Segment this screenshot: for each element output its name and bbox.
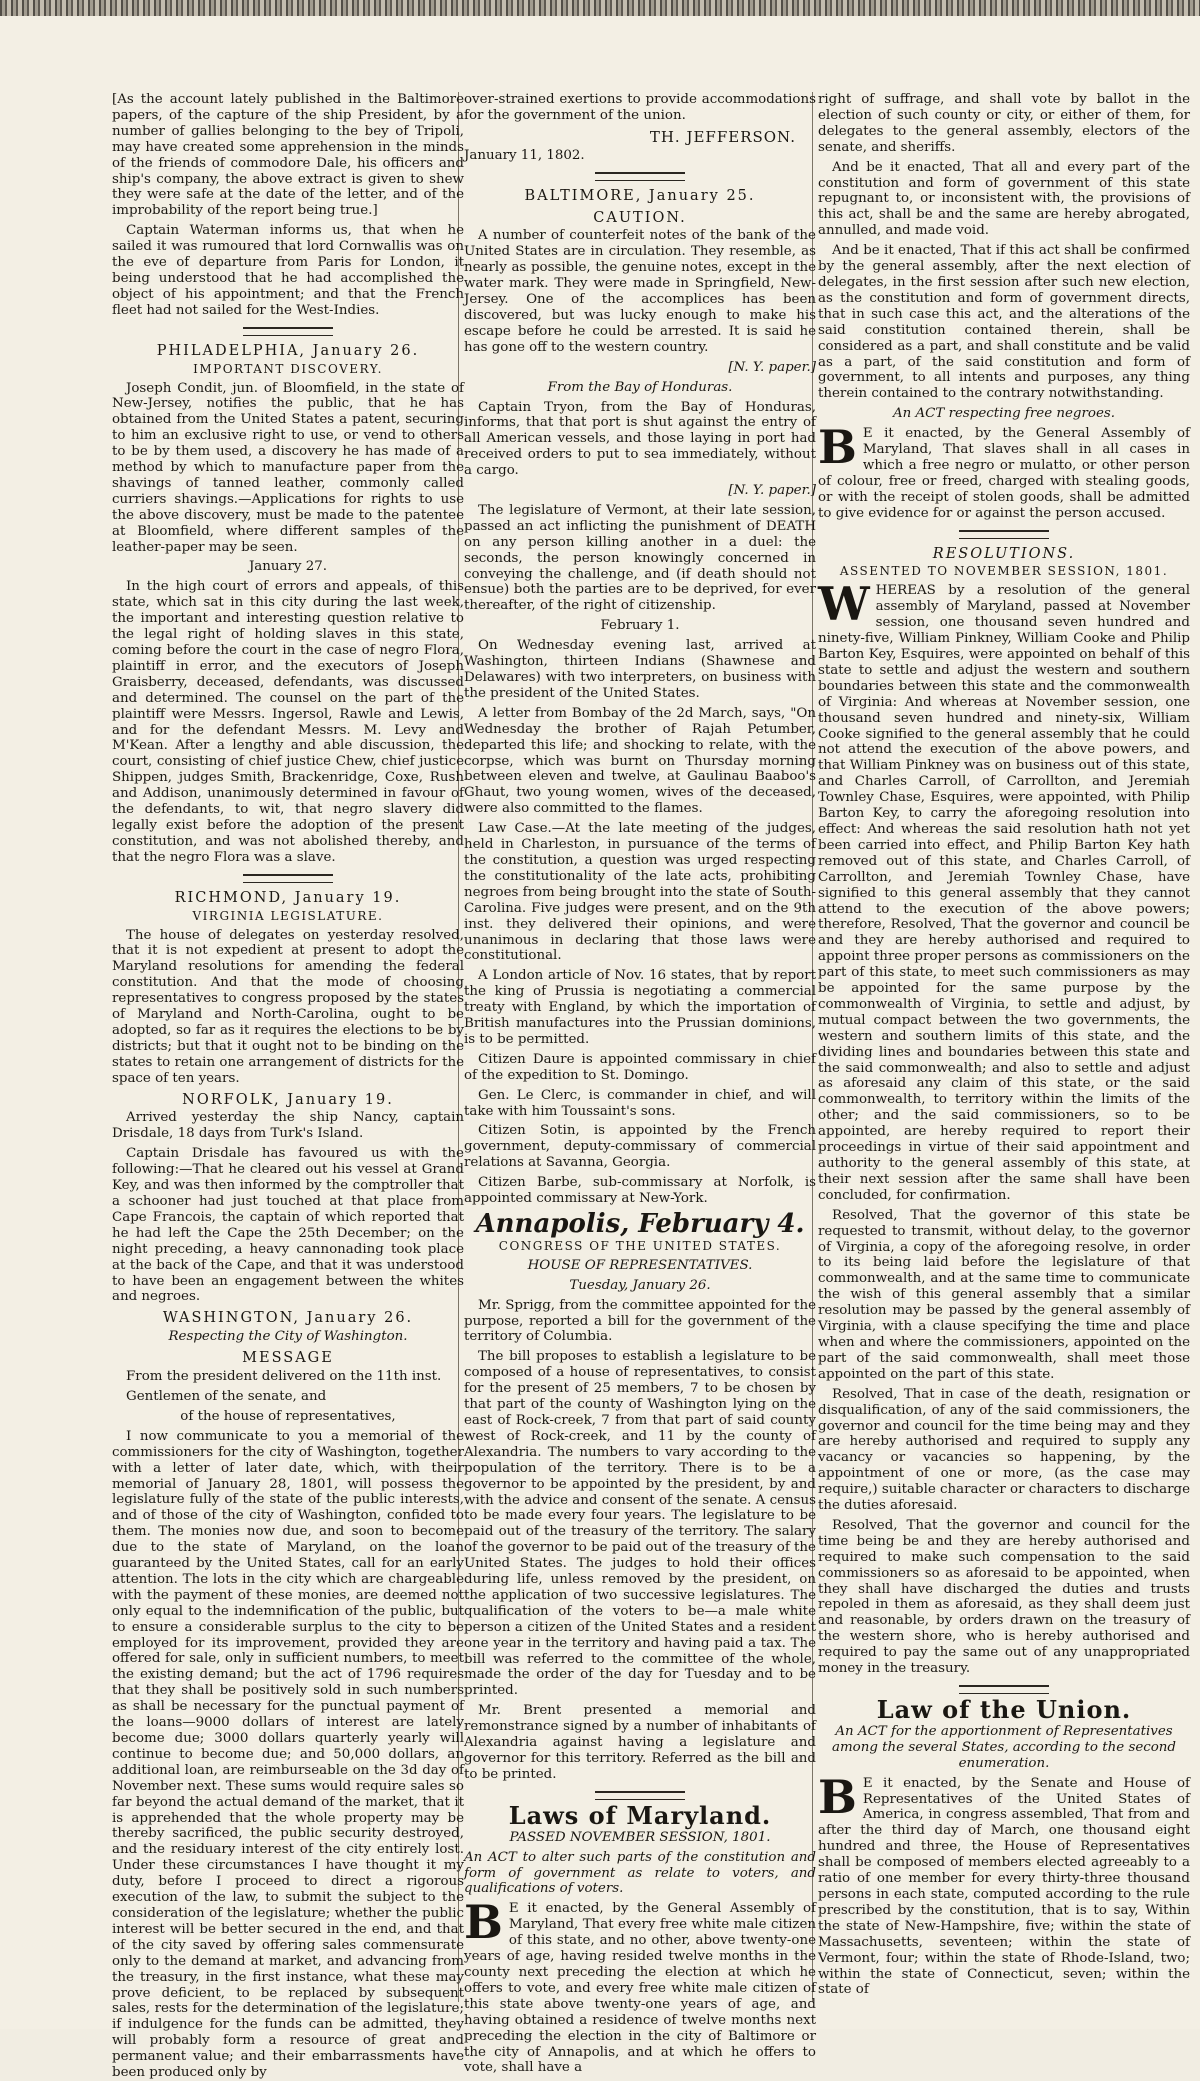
salutation: Gentlemen of the senate, and [126,1388,327,1404]
drop-cap: W [818,577,870,632]
salutation: of the house of representatives, [180,1408,396,1424]
house-heading: HOUSE OF REPRESENTATIVES. [527,1257,753,1273]
paragraph: A letter from Bombay of the 2d March, says, "On Wednesday the brother of Rajah Petumber, departed this life; and shocking to relate, with the corpse, which was burnt on Thursday morning between eleven and twelve, at Gaulinau Baaboo's Ghaut, two young women, wives of the deceased, were also committed to the flames. [464,705,816,817]
drop-cap: B [818,1769,857,1824]
paragraph: Captain Tryon, from the Bay of Honduras, informs, that that port is shut against the entry of all American vessels, and those laying in port had received orders to put to sea immediately, without a cargo. [464,399,816,479]
paragraph: A number of counterfeit notes of the bank of the United States are in circulation. They resemble, as nearly as possible, the genuine notes, except in the water mark. They were made in Springfield, New-Jersey. One of the accomplices has been discovered, but was lucky enough to make his escape before he could be arrested. It is said he has gone off to the western country. [464,228,816,355]
dateline-baltimore: BALTIMORE, January 25. [524,187,756,204]
paragraph: Citizen Daure is appointed commissary in chief of the expedition to St. Domingo. [464,1051,816,1083]
paragraph: Captain Waterman informs us, that when he sailed it was rumoured that lord Cornwallis was on the eve of departure from Paris for London, it being understood that he had accomplished the object of his appointment; and that the French fleet had not sailed for the West-Indies. [112,223,464,318]
section-divider [595,172,685,181]
source-note: [N. Y. paper.] [728,483,816,499]
paragraph: Mr. Brent presented a memorial and remonstrance signed by a number of inhabitants of Alexandria against having a legislature and governor for this territory. Referred as the bill and to be printed. [464,1703,816,1782]
annapolis-heading: Annapolis, February 4. [475,1209,805,1239]
paragraph: A London article of Nov. 16 states, that by report the king of Prussia is negotiating a commercial treaty with England, by which the importation of British manufactures into the Prussian dominions, is to be permitted. [464,968,816,1047]
subhead: VIRGINIA LEGISLATURE. [192,908,384,923]
paragraph: In the high court of errors and appeals, of this state, which sat in this city during the last week, the important and interesting question relative to the legal right of holding slaves in this state, coming before the court in the case of negro Flora, plaintiff in error, and the executors of Joseph Graisberry, deceased, defendants, was discussed and determined. The counsel on the part of the plaintiff were Messrs. Ingersol, Rawle and Lewis, and for the defendant Messrs. M. Levy and M'Kean. After a lengthy and able discussion, the court, consisting of chief justice Chew, chief justice Shippen, judges Smith, Brackenridge, Coxe, Rush and Addison, unanimously determined in favour of the defendants, to wit, that negro slavery did legally exist before the adoption of the present constitution, and was not abolished thereby, and that the negro Flora was a slave. [112,579,464,865]
paragraph: Captain Drisdale has favoured us with the following:—That he cleared out his vessel at Grand Key, and was then informed by the comptroller that a schooner had just touched at that place from Cape Francois, the captain of which reported that he had left the Cape the 25th December; on the night preceding, a heavy cannonading took place at the back of the Cape, and that it was understood to have been an engagement between the whites and negroes. [112,1146,464,1305]
session-note: PASSED NOVEMBER SESSION, 1801. [509,1829,771,1845]
paragraph: Citizen Barbe, sub-commissary at Norfolk, is appointed commissary at New-York. [464,1175,816,1207]
paragraph: right of suffrage, and shall vote by ballot in the election of such county or city, or either of them, for delegates to the general assembly, electors of the senate, and sheriffs. [818,92,1190,155]
act-title: An ACT to alter such parts of the constitution and form of government as relate to voters, and qualifications of voters. [464,1849,816,1897]
paragraph-with-dropcap [464,1895,816,2076]
paragraph: The bill proposes to establish a legislature to be composed of a house of representatives, to consist for the present of 25 members, 7 to be chosen by that part of the county of Washington lying on the east of Rock-creek, 7 from that part of said county west of Rock-creek, and 11 by the county of Alexandria. The numbers to vary according to the population of the territory. There is to be a governor to be appointed by the president, by and with the advice and consent of the senate. A census to be made every four years. The legislature to be paid out of the treasury of the territory. The salary of the governor to be paid out of the treasury of the United States. The judges to hold their offices during life, unless removed by the president, on the application of two successive legislatures. The qualification of the voters to be—a male white person a citizen of the United States and a resident one year in the territory and having paid a tax. The bill was referred to the committee of the whole, made the order of the day for Tuesday and to be printed. [464,1349,816,1699]
paragraph: Joseph Condit, jun. of Bloomfield, in the state of New-Jersey, notifies the public, that he has obtained from the United States a patent, securing to him an exclusive right to use, or vend to others to be by them used, a discovery he has made of a method by which to manufacture paper from the shavings of tanned leather, commonly called curriers shavings.—Applications for rights to use the above discovery, must be made to the patentee at Bloomfield, where different samples of the leather-paper may be seen. [112,380,464,555]
paragraph: Citizen Sotin, is appointed by the French government, deputy-commissary of commercial relations at Savanna, Georgia. [464,1123,816,1171]
subhead: From the Bay of Honduras. [547,379,733,395]
paragraph: Mr. Sprigg, from the committee appointed for the purpose, reported a bill for the government of the territory of Columbia. [464,1297,816,1345]
subhead: IMPORTANT DISCOVERY. [193,361,383,376]
paragraph: Resolved, That in case of the death, resignation or disqualification, of any of the said commissioners, the governor and council for the time being may and they are hereby authorised and required to supply any vacancy or vacancies so happening, by the appointment of one or more, (as the case may require,) suitable character or characters to discharge the duties aforesaid. [818,1386,1190,1514]
paragraph: I now communicate to you a memorial of the commissioners for the city of Washington, together with a letter of later date, which, with their memorial of January 28, 1801, will possess the legislature fully of the state of the public interests, and of those of the city of Washington, confided to them. The monies now due, and soon to become due to the state of Maryland, on the loan guaranteed by the United States, call for an early attention. The lots in the city which are chargeable with the payment of these monies, are deemed not only equal to the indemnification of the public, but to ensure a considerable surplus to the city to be employed for its improvement, provided they are offered for sale, only in sufficient numbers, to meet the existing demand; but the act of 1796 requires that they shall be positively sold in such numbers as shall be necessary for the punctual payment of the loans—9000 dollars of interest are lately become due; 3000 dollars quarterly yearly will continue to become due; and 50,000 dollars, an additional loan, are reimburseable on the 3d day of November next. These sums would require sales so far beyond the actual demand of the market, that it is apprehended that the whole property may be thereby sacrificed, the public security destroyed, and the residuary interest of the city entirely lost. Under these circumstances I have thought it my duty, before I proceed to direct a rigorous execution of the law, to submit the subject to the consideration of the legislature; whether the public interest will be better secured in the end, and that of the city saved by offering sales commensurate only to the demand at market, and advancing from the treasury, in the first instance, what these may prove deficient, to be replaced by subsequent sales, rests for the determination of the legislature; if indulgence for the funds can be admitted, they will probably form a resource of great and permanent value; and their embarrassments have been produced only by [112,1428,464,2081]
paragraph: On Wednesday evening last, arrived at Washington, thirteen Indians (Shawnese and Delawares) with two interpreters, on business with the president of the United States. [464,638,816,701]
congress-heading: CONGRESS OF THE UNITED STATES. [498,1238,782,1253]
date-line: January 27. [248,559,328,575]
dateline-washington: WASHINGTON, January 26. [162,1310,414,1327]
paragraph-with-dropcap [818,577,1190,1203]
laws-of-maryland-heading: Laws of Maryland. [508,1800,772,1830]
paragraph: And be it enacted, That all and every part of the constitution and form of government of this state repugnant to, or inconsistent with, the provisions of this act, shall be and the same are hereby abrogated, annulled, and made void. [818,159,1190,239]
paragraph-with-dropcap [818,420,1190,521]
date-line: February 1. [600,618,680,634]
paragraph-text: E it enacted, by the General Assembly of Maryland, That slaves shall in all cases in which a free negro or mulatto, or other person of colour, free or freed, charged with stealing goods, or with the receipt of stolen goods, shall be admitted to give evidence for or against the person accused. [818,426,1190,521]
message-heading: MESSAGE [242,1350,334,1367]
caution-heading: CAUTION. [593,209,687,226]
dateline-philadelphia: PHILADELPHIA, January 26. [156,342,420,359]
signature-date: January 11, 1802. [464,147,585,163]
paragraph-text: E it enacted, by the Senate and House of Representatives of the United States of America, in congress assembled, That from and after the third day of March, one thousand eight hundred and three, the House of Representatives shall be composed of members elected agreeably to a ratio of one member for every thirty-three thousand persons in each state, computed according to the rule prescribed by the constitution, that is to say, Within the state of New-Hampshire, five; within the state of Massachusetts, seventeen; within the state of Vermont, four; within the state of Rhode-Island, two; within the state of Connecticut, seven; within the state of [818,1775,1190,1998]
signature: TH. JEFFERSON. [649,127,796,146]
column-1 [112,92,464,2081]
law-of-union-heading: Law of the Union. [876,1695,1132,1724]
paragraph: And be it enacted, That if this act shall be confirmed by the general assembly, after the next election of delegates, in the first session after such new election, as the constitution and form of government directs, that in such case this act, and the alterations of the said constitution contained therein, shall be considered as a part, and shall constitute and be valid as a part, of the said constitution and form of government, to all intents and purposes, any thing therein contained to the contrary notwithstanding. [818,243,1190,402]
section-divider [243,874,333,883]
paragraph-with-dropcap [818,1769,1190,1999]
paragraph: Resolved, That the governor and council for the time being be and they are hereby authorised and required to make such compensation to the said commissioners so as aforesaid to be appointed, when they shall have discharged the duties and trusts repoled in them as aforesaid, as they shall deem just and reasonable, by orders drawn on the treasury of the western shore, who is hereby authorised and required to pay the same out of any unappropriated money in the treasury. [818,1517,1190,1677]
paragraph: The house of delegates on yesterday resolved, that it is not expedient at present to adopt the Maryland resolutions for amending the federal constitution. And that the mode of choosing representatives to congress proposed by the states of Maryland and North-Carolina, ought to be adopted, so far as it requires the elections to be by districts; but that it ought not to be binding on the states to retain one arrangement of districts for the space of ten years. [112,927,464,1086]
resolutions-heading: RESOLUTIONS. [932,545,1076,562]
dateline-richmond: RICHMOND, January 19. [174,889,402,906]
paragraph: Gen. Le Clerc, is commander in chief, and will take with him Toussaint's sons. [464,1087,816,1119]
section-divider [959,530,1049,539]
act-title: An ACT for the apportionment of Representatives among the several States, according to the second enumeration. [831,1723,1176,1771]
paragraph: Resolved, That the governor of this state be requested to transmit, without delay, to the governor of Virginia, a copy of the aforegoing resolve, in order to its being laid before the legislature of that commonwealth, and at the same time to communicate the wish of this general assembly that a similar resolution may be passed by the general assembly of Virginia, with a clause specifying the time and place when and where the commissioners, appointed on the part of the said commonwealth, shall meet those appointed on the part of this state. [818,1207,1190,1382]
source-note: [N. Y. paper.] [728,359,816,375]
drop-cap: B [464,1895,503,1950]
dateline-norfolk: NORFOLK, January 19. [182,1091,394,1108]
drop-cap: B [818,420,857,475]
section-divider [243,327,333,336]
scan-edge [0,0,1200,16]
paragraph: Arrived yesterday the ship Nancy, captain Drisdale, 18 days from Turk's Island. [112,1110,464,1142]
subhead: Respecting the City of Washington. [168,1329,408,1345]
paragraph: [As the account lately published in the Baltimore papers, of the capture of the ship President, by a number of gallies belonging to the bey of Tripoli, may have created some apprehension in the minds of the friends of commodore Dale, his officers and ship's company, the above extract is given to shew they were safe at the date of the letter, and of the improbability of the report being true.] [112,92,464,219]
paragraph: over-strained exertions to provide accommodations for the government of the union. [464,92,816,123]
date-line: Tuesday, January 26. [569,1277,711,1293]
column-3 [818,92,1190,2017]
paragraph: Law Case.—At the late meeting of the judges, held in Charleston, in pursuance of the terms of the constitution, a question was urged respecting the constitutionality of the late acts, prohibiting negroes from being brought into the state of South-Carolina. Five judges were present, and on the 9th inst. they delivered their opinions, and were unanimous in declaring that those laws were constitutional. [464,821,816,964]
session-note: ASSENTED TO NOVEMBER SESSION, 1801. [839,564,1169,579]
paragraph: The legislature of Vermont, at their late session, passed an act inflicting the punishment of DEATH on any person killing another in a duel: the seconds, the person knowingly concerned in conveying the challenge, and (if death should not ensue) both the parties are to be deprived, for ever thereafter, of the right of citizenship. [464,502,816,614]
paragraph-text: HEREAS by a resolution of the general assembly of Maryland, passed at November session, one thousand seven hundred and ninety-five, William Pinkney, William Cooke and Philip Barton Key, Esquires, were appointed on behalf of this state to settle and adjust the western and southern boundaries between this state and the commonwealth of Virginia: And whereas at November session, one thousand seven hundred and ninety-six, William Cooke signified to the general assembly that he could not attend the execution of the above powers, and that William Pinkney was on business out of this state, and Charles Carroll, of Carrollton, and Jeremiah Townley Chase, Esquires, were appointed, with Philip Barton Key, to carry the aforegoing resolution into effect: And whereas the said resolution hath not yet been carried into effect, and Philip Barton Key hath removed out of this state, and Charles Carroll, of Carrollton, and Jeremiah Townley Chase, have signified to this general assembly that they cannot attend to the execution of the above powers; therefore, Resolved, That the governor and council be and they are hereby authorised and required to appoint three proper persons as commissioners on the part of this state, to meet such commissioners as may be appointed for the same purpose by the commonwealth of Virginia, to settle and adjust, by mutual compact between the two governments, the western and southern limits of this state, and the dividing lines and boundaries between this state and the said commonwealth; and also to settle and adjust as aforesaid any claim of this state, or the said commonwealth, to territory within the limits of the other; and the said commissioners, so to be appointed, are hereby required to report their proceedings in virtue of their said appointment and authority to the general assembly of this state, at their next session after the same shall have been concluded, for confirmation. [818,583,1190,1203]
section-divider [595,1791,685,1800]
paragraph: From the president delivered on the 11th inst. [126,1369,442,1385]
paragraph-text: E it enacted, by the General Assembly of Maryland, That every free white male citizen of this state, and no other, above twenty-one years of age, having resided twelve months in the county next preceding the election at which he offers to vote, and every free white male citizen of this state above twenty-one years of age, and having obtained a residence of twelve months next preceding the election in the city of Baltimore or the city of Annapolis, and at which he offers to vote, shall have a [464,1901,816,2076]
column-2 [464,92,816,2076]
section-divider [959,1685,1049,1694]
act-title: An ACT respecting free negroes. [892,406,1116,422]
